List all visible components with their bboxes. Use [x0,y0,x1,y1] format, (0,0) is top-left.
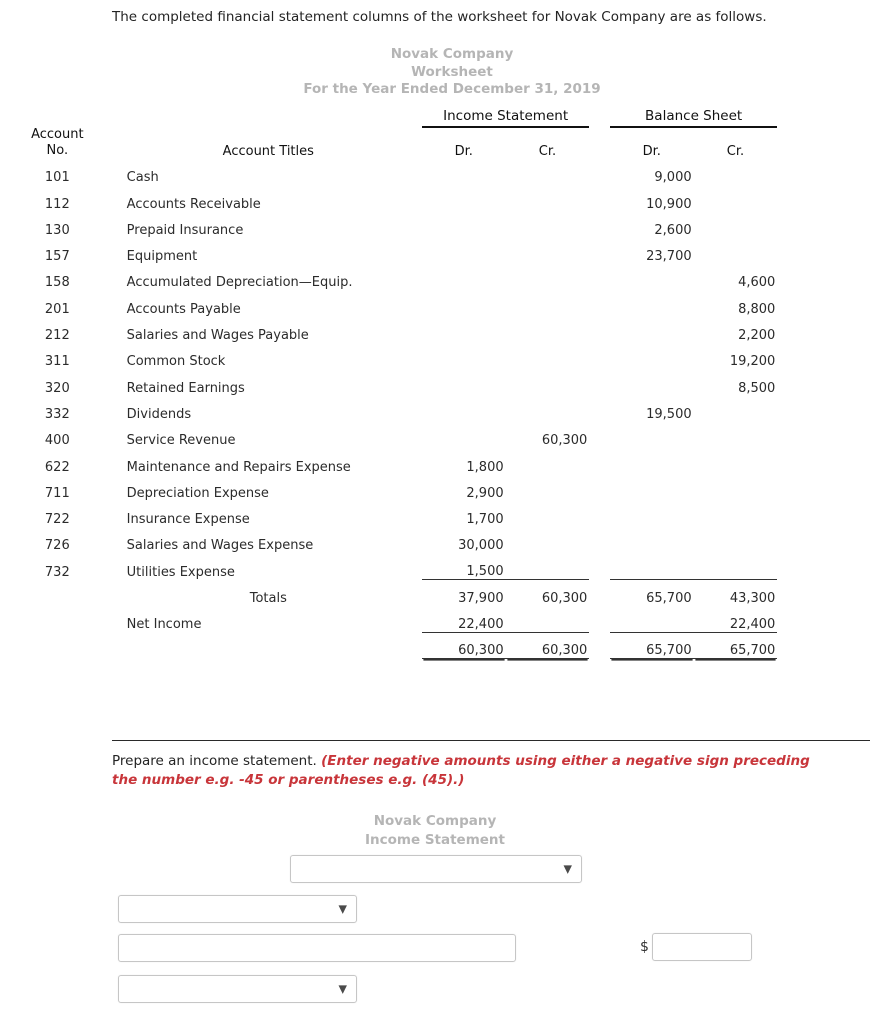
spacer-cell [589,632,610,658]
row-bs-cr: 8,500 [738,380,776,396]
spacer-cell [777,212,876,238]
table-row [0,553,876,579]
income-statement-line-select-1-value[interactable] [291,856,581,882]
row-bs-cr [694,527,778,553]
row-bs-dr [610,527,694,553]
column-header-row [0,127,876,159]
header-is-dr: Dr. [454,144,473,159]
row-bs-dr: 23,700 [646,249,692,265]
row-account-no: 320 [44,380,70,396]
income-statement-amount-input-1[interactable] [652,933,752,961]
totals-label: Totals [249,591,287,607]
currency-symbol: $ [640,939,649,955]
spacer-cell [777,290,876,316]
spacer-cell [777,632,876,658]
row-bs-dr [610,290,694,316]
row-bs-cr: 2,200 [738,328,776,344]
row-bs-dr [610,317,694,343]
net-income-row [0,606,876,632]
worksheet-table-wrapper [0,108,876,659]
row-account-title: Insurance Expense [126,512,250,528]
row-is-dr: 30,000 [458,538,504,554]
spacer-cell [589,396,610,422]
spacer-cell [777,264,876,290]
worksheet-heading [112,46,792,99]
worksheet-title: Worksheet [411,63,493,80]
header-account-no [0,127,115,159]
grand-total-is-cr: 60,300 [506,632,590,658]
spacer-cell [589,238,610,264]
row-is-cr [506,238,590,264]
table-row [0,527,876,553]
spacer-cell [589,422,610,448]
row-is-dr: 2,900 [466,485,504,501]
row-bs-dr [610,343,694,369]
net-income-label: Net Income [126,617,202,633]
row-is-cr [506,527,590,553]
spacer-cell [589,501,610,527]
row-bs-cr [694,159,778,185]
row-is-cr [506,553,590,579]
row-is-dr [422,264,506,290]
row-is-dr: 1,700 [466,512,504,528]
grand-total-row [0,632,876,658]
row-is-dr [422,238,506,264]
spacer-cell [777,127,876,159]
row-bs-cr [694,212,778,238]
table-row [0,290,876,316]
table-row [0,369,876,395]
row-account-title: Common Stock [126,354,226,370]
row-is-cr [506,396,590,422]
net-income-bs-dr [610,606,694,632]
spacer-cell [777,606,876,632]
spacer-cell [777,448,876,474]
row-bs-dr: 2,600 [654,222,692,238]
spacer-cell [589,317,610,343]
row-account-no: 130 [44,222,70,238]
row-is-cr [506,475,590,501]
row-is-cr [506,290,590,316]
row-is-cr [506,159,590,185]
spacer-cell [777,343,876,369]
row-account-title: Maintenance and Repairs Expense [126,459,351,475]
group-header-income-statement: Income Statement [422,108,589,127]
spacer-cell [589,606,610,632]
row-account-no: 112 [44,196,70,212]
row-is-dr [422,212,506,238]
spacer-cell [0,606,115,632]
row-bs-cr: 19,200 [729,354,776,370]
worksheet-period: For the Year Ended December 31, 2019 [303,81,601,97]
row-is-cr [506,317,590,343]
spacer-cell [589,369,610,395]
spacer-cell [589,448,610,474]
worksheet-table [0,108,876,659]
spacer-cell [589,212,610,238]
header-account-no-line2: No. [46,143,69,158]
income-statement-line-select-3[interactable] [118,975,357,1003]
row-account-no: 732 [44,564,70,580]
spacer-cell [777,396,876,422]
spacer-cell [589,185,610,211]
table-row [0,343,876,369]
spacer-cell [0,108,115,127]
income-statement-line-text-1-value[interactable] [119,935,515,961]
row-is-dr [422,290,506,316]
header-account-titles: Account Titles [222,144,314,159]
net-income-is-cr [506,606,590,632]
row-bs-dr: 9,000 [654,170,692,186]
spacer-cell [589,290,610,316]
group-header-row [0,108,876,127]
row-bs-dr [610,369,694,395]
answer-title: Income Statement [364,831,506,848]
row-account-no: 711 [44,485,70,501]
row-account-title: Depreciation Expense [126,485,269,501]
income-statement-line-select-2-value[interactable] [119,896,356,922]
group-header-balance-sheet: Balance Sheet [610,108,777,127]
row-bs-cr [694,448,778,474]
row-bs-dr [610,553,694,579]
spacer-cell [777,422,876,448]
table-row [0,501,876,527]
row-bs-dr [610,501,694,527]
spacer-cell [589,580,610,606]
table-row [0,475,876,501]
row-account-no: 726 [44,538,70,554]
intro-text: The completed financial statement columns of the worksheet for Novak Company are as follows. [112,9,767,25]
spacer-cell [777,108,876,127]
worksheet-table-body [0,159,876,659]
row-account-no: 722 [44,512,70,528]
worksheet-company: Novak Company [390,46,514,62]
income-statement-amount-input-1-value[interactable] [653,934,751,960]
row-account-title: Accounts Payable [126,301,241,317]
row-account-no: 311 [44,354,70,370]
row-account-title: Salaries and Wages Payable [126,328,309,344]
spacer-cell [589,553,610,579]
row-is-dr: 1,800 [466,459,504,475]
row-account-title: Cash [126,170,159,186]
spacer-cell [589,475,610,501]
row-bs-cr [694,553,778,579]
row-account-title: Equipment [126,249,198,265]
spacer-cell [115,108,422,127]
row-account-title: Prepaid Insurance [126,222,244,238]
row-bs-dr [610,475,694,501]
row-is-cr [506,343,590,369]
table-row [0,422,876,448]
income-statement-line-select-3-value[interactable] [119,976,356,1002]
row-is-dr [422,317,506,343]
row-account-no: 157 [44,249,70,265]
totals-is-cr: 60,300 [506,580,590,606]
spacer-cell [589,108,610,127]
row-is-cr [506,212,590,238]
spacer-cell [589,343,610,369]
row-account-title: Retained Earnings [126,380,245,396]
spacer-cell [589,527,610,553]
row-account-title: Accounts Receivable [126,196,261,212]
row-bs-cr: 4,600 [738,275,776,291]
spacer-cell [777,185,876,211]
spacer-cell [777,553,876,579]
row-bs-cr [694,501,778,527]
row-account-no: 212 [44,328,70,344]
income-statement-line-select-1[interactable] [290,855,582,883]
row-is-cr [506,448,590,474]
spacer-cell [777,475,876,501]
row-bs-dr [610,264,694,290]
row-bs-cr [694,422,778,448]
row-account-no: 332 [44,406,70,422]
table-row [0,159,876,185]
table-row [0,448,876,474]
worksheet-table-head [0,108,876,159]
spacer-cell [777,369,876,395]
net-income-bs-cr: 22,400 [729,616,776,632]
answer-company: Novak Company [373,813,497,829]
spacer-cell [777,527,876,553]
totals-row [0,580,876,606]
row-is-cr [506,501,590,527]
spacer-cell [0,632,115,658]
row-is-cr [506,185,590,211]
totals-bs-dr: 65,700 [610,580,694,606]
row-is-cr [506,369,590,395]
table-row [0,264,876,290]
row-is-dr [422,422,506,448]
spacer-cell [589,159,610,185]
spacer-cell [777,159,876,185]
row-is-cr [506,264,590,290]
row-account-title: Accumulated Depreciation—Equip. [126,275,353,291]
row-account-title: Salaries and Wages Expense [126,538,314,554]
row-bs-dr: 19,500 [646,406,692,422]
spacer-cell [777,317,876,343]
spacer-cell [589,127,610,159]
spacer-cell [777,238,876,264]
section-divider [112,740,870,741]
row-account-title: Dividends [126,406,192,422]
header-bs-dr: Dr. [642,144,661,159]
net-income-is-dr: 22,400 [458,616,504,632]
table-row [0,238,876,264]
row-bs-dr: 10,900 [646,196,692,212]
row-account-no: 201 [44,301,70,317]
totals-bs-cr: 43,300 [694,580,778,606]
answer-heading [285,812,585,849]
table-row [0,212,876,238]
row-account-no: 622 [44,459,70,475]
row-bs-cr [694,185,778,211]
row-is-dr [422,185,506,211]
row-is-dr [422,396,506,422]
totals-is-dr: 37,900 [422,580,506,606]
spacer-cell [0,580,115,606]
spacer-cell [589,264,610,290]
row-account-no: 158 [44,275,70,291]
header-is-cr: Cr. [538,144,557,159]
grand-total-bs-cr: 65,700 [694,632,778,658]
row-account-no: 101 [44,170,70,186]
chevron-down-icon: ▼ [563,862,572,876]
chevron-down-icon: ▼ [338,982,347,996]
grand-total-bs-dr: 65,700 [610,632,694,658]
table-row [0,317,876,343]
row-is-dr [422,369,506,395]
row-account-title: Utilities Expense [126,564,235,580]
prepare-instruction-emphasis: (Enter negative amounts using either a negative sign preceding the number e.g. -45 or parentheses e.g. (45).) [112,753,810,788]
row-bs-cr [694,238,778,264]
row-bs-cr [694,396,778,422]
row-bs-dr [610,448,694,474]
income-statement-line-select-2[interactable] [118,895,357,923]
table-row [0,396,876,422]
prepare-instruction [112,752,812,790]
row-is-dr [422,159,506,185]
header-bs-cr: Cr. [726,144,745,159]
income-statement-line-text-1[interactable] [118,934,516,962]
header-account-no-line1: Account [31,127,84,142]
row-is-cr: 60,300 [541,433,588,449]
row-bs-cr [694,475,778,501]
chevron-down-icon: ▼ [338,902,347,916]
row-account-no: 400 [44,433,70,449]
spacer-cell [777,580,876,606]
row-is-dr: 1,500 [422,553,506,579]
prepare-instruction-text: Prepare an income statement. [112,753,322,769]
table-row [0,185,876,211]
row-bs-dr [610,422,694,448]
row-bs-cr: 8,800 [738,301,776,317]
grand-total-label [115,632,422,658]
row-is-dr [422,343,506,369]
row-account-title: Service Revenue [126,433,236,449]
spacer-cell [777,501,876,527]
grand-total-is-dr: 60,300 [422,632,506,658]
